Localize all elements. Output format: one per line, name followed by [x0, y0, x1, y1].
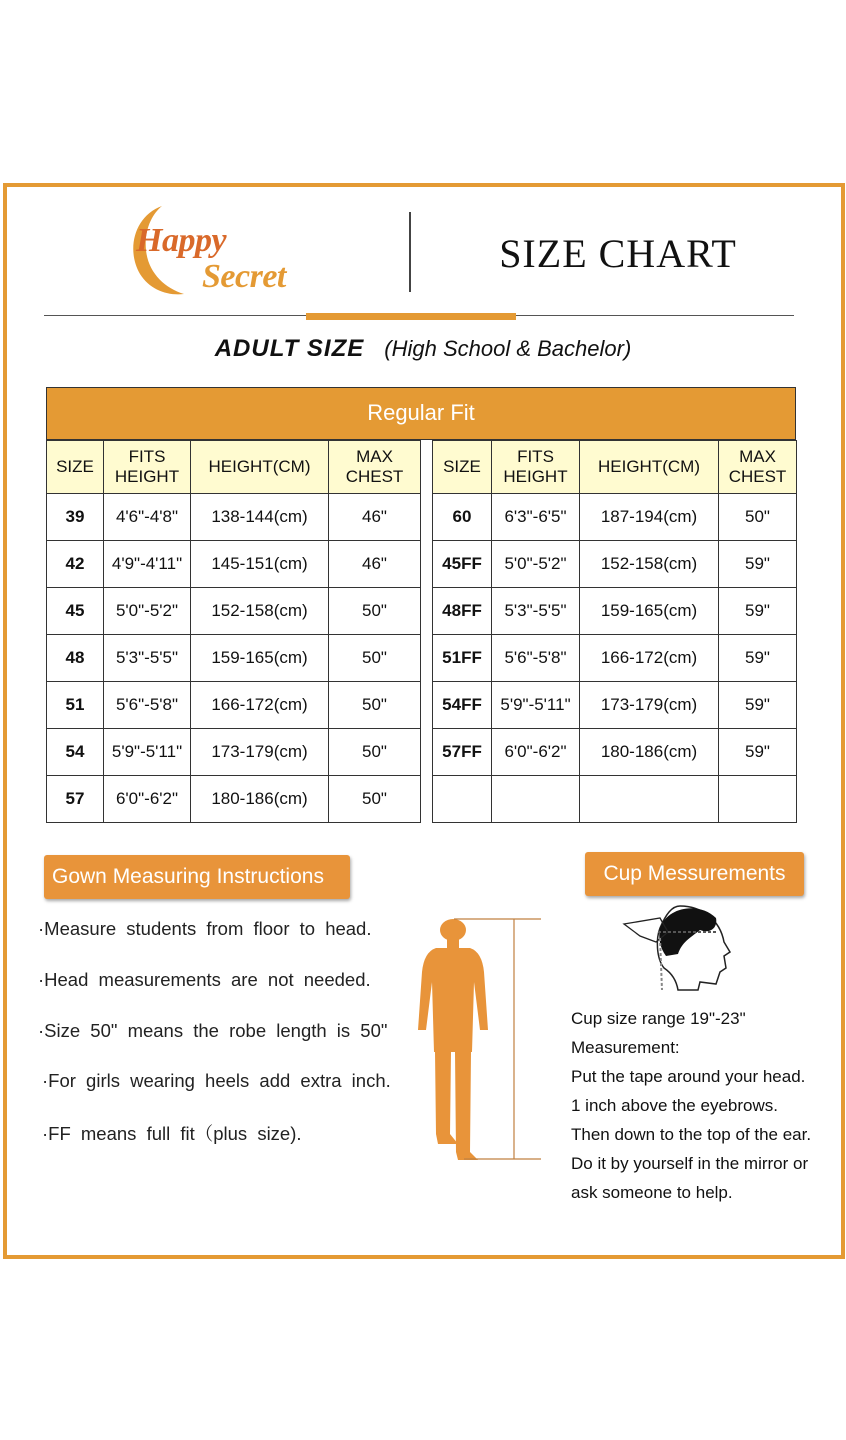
cell-max-chest: 59"	[719, 729, 797, 776]
gown-instruction-5: ·FF means full fit（plus size).	[42, 1123, 302, 1144]
cell-size: 48FF	[433, 588, 492, 635]
cell-height-cm: 187-194(cm)	[580, 494, 719, 541]
cell-size	[433, 776, 492, 823]
cup-line-3: Put the tape around your head.	[571, 1067, 806, 1086]
table-header-row	[47, 441, 421, 494]
adult-size-title: ADULT SIZE	[214, 335, 365, 362]
header-height-cm: HEIGHT(CM)	[191, 441, 329, 494]
cell-max-chest: 50"	[329, 635, 421, 682]
header-rule-accent	[306, 313, 516, 320]
cell-fits-height: 6'0"-6'2"	[492, 729, 580, 776]
table-row	[47, 494, 421, 541]
cell-height-cm: 166-172(cm)	[580, 635, 719, 682]
cell-max-chest: 59"	[719, 588, 797, 635]
table-row	[47, 541, 421, 588]
cell-fits-height: 6'3"-6'5"	[492, 494, 580, 541]
cup-line-7: ask someone to help.	[571, 1183, 733, 1202]
cell-size: 54	[47, 729, 104, 776]
cell-fits-height: 5'0"-5'2"	[492, 541, 580, 588]
cell-height-cm: 173-179(cm)	[191, 729, 329, 776]
header-height-cm: HEIGHT(CM)	[580, 441, 719, 494]
table-row	[47, 635, 421, 682]
cell-height-cm: 173-179(cm)	[580, 682, 719, 729]
table-header-row	[433, 441, 797, 494]
cell-fits-height: 5'3"-5'5"	[104, 635, 191, 682]
cell-size: 60	[433, 494, 492, 541]
gown-instruction-3: ·Size 50" means the robe length is 50"	[38, 1020, 388, 1041]
adult-size-subtitle: (High School & Bachelor)	[384, 336, 632, 361]
cell-max-chest: 50"	[719, 494, 797, 541]
cell-size: 45	[47, 588, 104, 635]
cell-fits-height: 5'9"-5'11"	[492, 682, 580, 729]
cup-measurements-label: Cup Messurements	[585, 852, 804, 896]
table-row	[47, 729, 421, 776]
cell-height-cm: 152-158(cm)	[191, 588, 329, 635]
cell-height-cm: 166-172(cm)	[191, 682, 329, 729]
gown-measuring-label: Gown Measuring Instructions	[44, 855, 350, 899]
brand-line2: Secret	[202, 258, 286, 295]
table-row	[47, 588, 421, 635]
cell-max-chest: 46"	[329, 541, 421, 588]
cell-height-cm: 145-151(cm)	[191, 541, 329, 588]
gown-instruction-4: ·For girls wearing heels add extra inch.	[42, 1070, 391, 1091]
cell-size: 39	[47, 494, 104, 541]
header-max-chest: MAX CHEST	[329, 441, 421, 494]
cell-height-cm: 152-158(cm)	[580, 541, 719, 588]
cell-height-cm	[580, 776, 719, 823]
header-divider	[409, 212, 411, 292]
cell-fits-height: 6'0"-6'2"	[104, 776, 191, 823]
cell-fits-height: 5'0"-5'2"	[104, 588, 191, 635]
regular-fit-banner: Regular Fit	[46, 387, 796, 440]
cup-line-2: Measurement:	[571, 1038, 680, 1057]
header-fits-height: FITS HEIGHT	[492, 441, 580, 494]
cup-line-5: Then down to the top of the ear.	[571, 1125, 812, 1144]
cell-size: 54FF	[433, 682, 492, 729]
cell-size: 57	[47, 776, 104, 823]
table-row	[47, 682, 421, 729]
cell-fits-height: 5'9"-5'11"	[104, 729, 191, 776]
cell-size: 42	[47, 541, 104, 588]
head-tape-measure-icon	[620, 898, 740, 994]
cup-instructions	[571, 1004, 811, 1207]
cell-max-chest: 59"	[719, 541, 797, 588]
cell-height-cm: 180-186(cm)	[191, 776, 329, 823]
cell-size: 51	[47, 682, 104, 729]
cell-height-cm: 180-186(cm)	[580, 729, 719, 776]
cell-size: 51FF	[433, 635, 492, 682]
cup-line-6: Do it by yourself in the mirror or	[571, 1154, 809, 1173]
table-row	[433, 541, 797, 588]
table-row	[433, 588, 797, 635]
cell-height-cm: 159-165(cm)	[580, 588, 719, 635]
cell-max-chest: 50"	[329, 588, 421, 635]
cell-fits-height: 5'6"-5'8"	[492, 635, 580, 682]
person-height-icon	[418, 912, 548, 1164]
cell-fits-height: 5'6"-5'8"	[104, 682, 191, 729]
adult-size-heading	[0, 335, 846, 363]
table-row	[433, 776, 797, 823]
table-row	[433, 729, 797, 776]
cell-max-chest: 46"	[329, 494, 421, 541]
cell-max-chest: 50"	[329, 729, 421, 776]
table-row	[433, 635, 797, 682]
table-row	[433, 682, 797, 729]
cell-size: 57FF	[433, 729, 492, 776]
cell-max-chest: 50"	[329, 682, 421, 729]
cell-fits-height	[492, 776, 580, 823]
cell-height-cm: 138-144(cm)	[191, 494, 329, 541]
table-row	[47, 776, 421, 823]
cell-height-cm: 159-165(cm)	[191, 635, 329, 682]
size-table-right	[432, 440, 797, 823]
gown-instruction-1: ·Measure students from floor to head.	[38, 918, 372, 939]
page-title: SIZE CHART	[499, 231, 737, 276]
header-fits-height: FITS HEIGHT	[104, 441, 191, 494]
cell-fits-height: 4'6"-4'8"	[104, 494, 191, 541]
header-size: SIZE	[47, 441, 104, 494]
cell-max-chest: 59"	[719, 635, 797, 682]
header-max-chest: MAX CHEST	[719, 441, 797, 494]
gown-instruction-2: ·Head measurements are not needed.	[38, 969, 371, 990]
cell-fits-height: 4'9"-4'11"	[104, 541, 191, 588]
table-row	[433, 494, 797, 541]
cup-line-4: 1 inch above the eyebrows.	[571, 1096, 778, 1115]
cell-max-chest: 50"	[329, 776, 421, 823]
cell-size: 45FF	[433, 541, 492, 588]
header-size: SIZE	[433, 441, 492, 494]
brand-line1: Happy	[136, 222, 227, 259]
size-table-left	[46, 440, 421, 823]
cup-line-1: Cup size range 19"-23"	[571, 1009, 746, 1028]
cell-max-chest: 59"	[719, 682, 797, 729]
cell-fits-height: 5'3"-5'5"	[492, 588, 580, 635]
cell-size: 48	[47, 635, 104, 682]
cell-max-chest	[719, 776, 797, 823]
